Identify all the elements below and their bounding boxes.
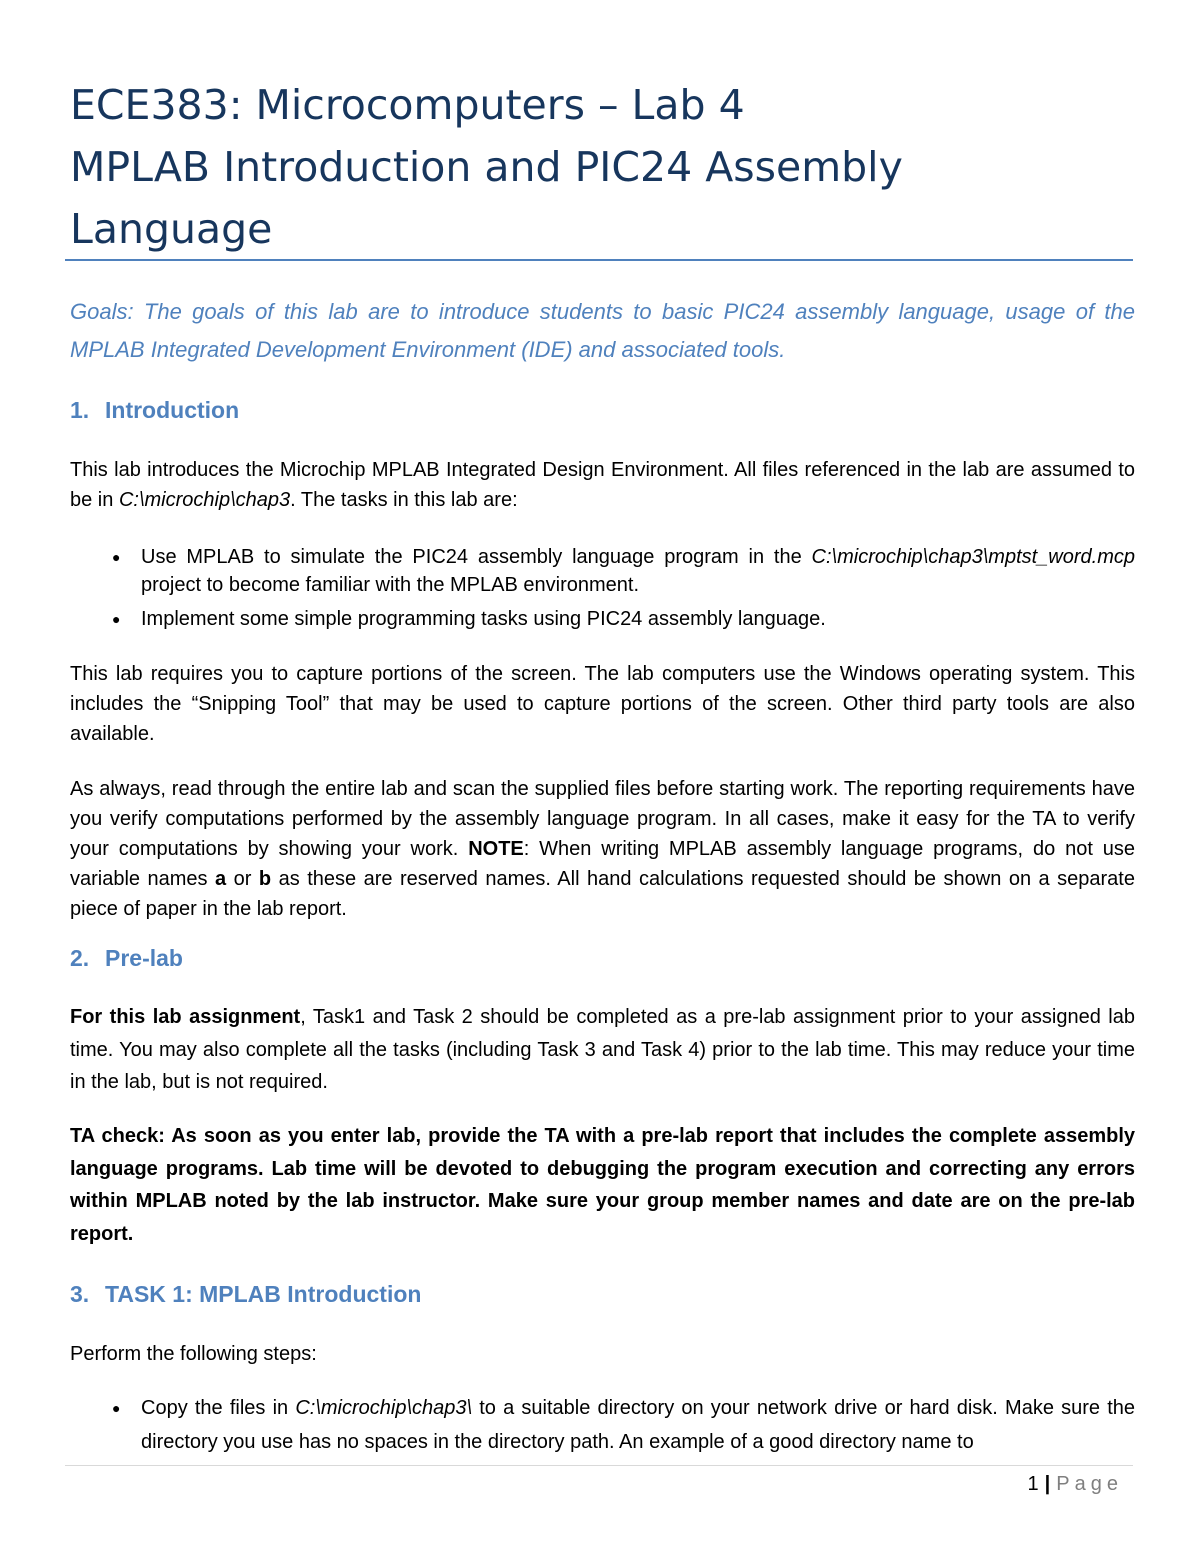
intro-text: as these are reserved names. All hand calculations requested should be shown on a separate piece of paper in the lab report. [70, 868, 1135, 920]
prelab-paragraph-1 [70, 1001, 1135, 1099]
section-title: TASK 1: MPLAB Introduction [105, 1281, 422, 1307]
task1-steps-list [70, 1391, 1135, 1459]
section-number: 1. [70, 397, 90, 423]
section-heading-introduction [70, 395, 239, 425]
page-footer [1028, 1470, 1123, 1498]
list-item [70, 605, 1135, 633]
list-item-text: Implement some simple programming tasks using PIC24 assembly language. [141, 608, 826, 630]
goals-paragraph: Goals: The goals of this lab are to introduce students to basic PIC24 assembly language, usage of the MPLAB Integrated Development Environment (IDE) and associated tools. [70, 299, 1135, 362]
intro-paragraph-3 [70, 774, 1135, 924]
file-path: C:\microchip\chap3\mptst_word.mcp [811, 546, 1135, 568]
file-path: C:\microchip\chap3 [118, 489, 291, 511]
ta-check-paragraph: TA check: As soon as you enter lab, provide the TA with a pre-lab report that includes the complete assembly language programs. Lab time will be devoted to debugging the program execution and correcting any errors within MPLAB noted by the lab instructor. Make sure your group member names and date are on the pre-lab report. [70, 1125, 1135, 1245]
bullet-icon: ● [112, 549, 121, 565]
page-label: Page [1056, 1473, 1123, 1495]
list-item [70, 1391, 1135, 1459]
intro-text: As always, read through the entire lab and scan the supplied files before starting work. The reporting requirements have you verify computations performed by the assembly language program. In all cases, make it easy for the TA to verify your computations by showing your work. [70, 778, 1135, 860]
document-title [70, 74, 1135, 260]
section-number: 2. [70, 945, 90, 971]
list-item-text: Copy the files in [141, 1397, 296, 1419]
footer-divider [65, 1465, 1133, 1466]
footer-separator: | [1044, 1473, 1051, 1495]
title-line-1: ECE383: Microcomputers – Lab 4 [70, 81, 745, 129]
list-item-text: project to become familiar with the MPLAB environment. [141, 574, 639, 596]
list-item [70, 543, 1135, 599]
intro-text: or [226, 868, 259, 890]
intro-text: . The tasks in this lab are: [290, 489, 518, 511]
prelab-text: , Task1 and Task 2 should be completed as a pre-lab assignment prior to your assigned lab time. You may also complete all the tasks (including Task 3 and Task 4) prior to the lab time. This may reduce your time in the lab, but is not required. [70, 1006, 1135, 1094]
section-heading-task1 [70, 1279, 421, 1309]
section-heading-prelab [70, 943, 183, 973]
note-label: NOTE [468, 838, 524, 860]
bullet-icon: ● [112, 611, 121, 627]
section-title: Pre-lab [105, 945, 183, 971]
intro-paragraph-2: This lab requires you to capture portions of the screen. The lab computers use the Windows operating system. This includes the “Snipping Tool” that may be used to capture portions of the screen. Other third party tools are also available. [70, 663, 1135, 745]
bullet-icon: ● [112, 1400, 121, 1416]
list-item-text: to a suitable directory on your network drive or hard disk. Make sure the directory you use has no spaces in the directory path. An example of a good directory name to [141, 1397, 1135, 1453]
title-line-2: MPLAB Introduction and PIC24 Assembly [70, 143, 903, 191]
intro-text: : When writing MPLAB assembly language programs, do not use variable names [70, 838, 1135, 890]
variable-name: b [258, 868, 272, 890]
intro-paragraph-1 [70, 455, 1135, 515]
file-path: C:\microchip\chap3\ [295, 1397, 473, 1419]
intro-text: This lab introduces the Microchip MPLAB Integrated Design Environment. All files referenced in the lab are assumed to be in [70, 459, 1135, 511]
page-number: 1 [1027, 1473, 1039, 1495]
section-number: 3. [70, 1281, 90, 1307]
title-divider [65, 259, 1133, 261]
task-list [70, 543, 1135, 633]
title-line-3: Language [70, 205, 273, 253]
emphasis-text: For this lab assignment [70, 1006, 301, 1028]
task1-paragraph-1: Perform the following steps: [70, 1343, 317, 1365]
list-item-text: Use MPLAB to simulate the PIC24 assembly language program in the [141, 546, 812, 568]
section-title: Introduction [105, 397, 240, 423]
variable-name: a [215, 868, 227, 890]
